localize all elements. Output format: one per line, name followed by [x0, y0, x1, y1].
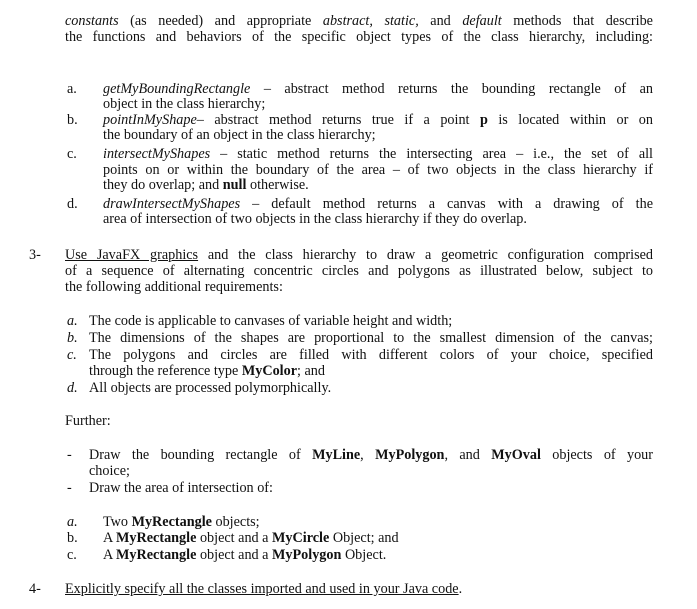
method-b-line-2: the boundary of an object in the class hierarchy;	[103, 127, 376, 143]
method-c-label: c.	[67, 146, 77, 162]
method-d-label: d.	[67, 196, 78, 212]
bullet-1-line-1: Draw the bounding rectangle of MyLine, MyPolygon, and MyOval objects of your	[89, 447, 654, 463]
req-b-label: b.	[67, 330, 78, 346]
req-c-line-1: The polygons and circles are filled with different colors of your choice, specified	[89, 347, 653, 363]
bullet-2-text: Draw the area of intersection of:	[89, 480, 273, 496]
item-4-text: Explicitly specify all the classes imported and used in your Java code.	[65, 581, 463, 597]
item-3-line-3: the following additional requirements:	[65, 279, 283, 295]
bullet-dash-1: -	[67, 447, 72, 463]
method-a-label: a.	[67, 81, 77, 97]
intersect-a-label: a.	[67, 514, 78, 530]
req-c-line-2: through the reference type MyColor; and	[89, 363, 325, 379]
method-d-line-2: area of intersection of two objects in the class hierarchy if they do overlap.	[103, 211, 527, 227]
req-d-text: All objects are processed polymorphically.	[89, 380, 332, 396]
req-a-text: The code is applicable to canvases of variable height and width;	[89, 313, 453, 329]
item-3-number: 3-	[29, 247, 41, 263]
intersect-b-text: A MyRectangle object and a MyCircle Object; and	[103, 530, 399, 546]
intersect-a-text: Two MyRectangle objects;	[103, 514, 260, 530]
method-b-line-1: pointInMyShape– abstract method returns true if a point p is located within or on	[103, 112, 653, 128]
javafx-graphics-link[interactable]: Use JavaFX graphics	[65, 247, 199, 263]
intersect-c-text: A MyRectangle object and a MyPolygon Object.	[103, 547, 387, 563]
further-heading: Further:	[65, 413, 111, 429]
intro-line-1: constants (as needed) and appropriate abstract, static, and default methods that describe	[65, 13, 653, 29]
bullet-dash-2: -	[67, 480, 72, 496]
req-d-label: d.	[67, 380, 78, 396]
item-3-line-2: of a sequence of alternating concentric circles and polygons as illustrated below, subject to	[65, 263, 653, 279]
method-c-line-2: points on or within the boundary of the area – of two objects in the class hierarchy if	[103, 162, 653, 178]
intersect-b-label: b.	[67, 530, 78, 546]
intersect-c-label: c.	[67, 547, 77, 563]
req-c-label: c.	[67, 347, 77, 363]
method-b-label: b.	[67, 112, 78, 128]
item-4-number: 4-	[29, 581, 41, 597]
item-4-underlined-text: Explicitly specify all the classes imported and used in your Java code	[65, 581, 459, 597]
intro-line-2: the functions and behaviors of the specific object types of the class hierarchy, including:	[65, 29, 653, 45]
method-a-line-2: object in the class hierarchy;	[103, 96, 266, 112]
method-c-line-3: they do overlap; and null otherwise.	[103, 177, 309, 193]
item-3-line-1: Use JavaFX graphics and the class hierarchy to draw a geometric configuration comprised	[65, 247, 653, 263]
req-a-label: a.	[67, 313, 78, 329]
method-c-line-1: intersectMyShapes – static method returns the intersecting area – i.e., the set of all	[103, 146, 653, 162]
req-b-text: The dimensions of the shapes are proportional to the smallest dimension of the canvas;	[89, 330, 653, 346]
bullet-1-line-2: choice;	[89, 463, 130, 479]
method-d-line-1: drawIntersectMyShapes – default method returns a canvas with a drawing of the	[103, 196, 653, 212]
method-a-line-1: getMyBoundingRectangle – abstract method returns the bounding rectangle of an	[103, 81, 653, 97]
